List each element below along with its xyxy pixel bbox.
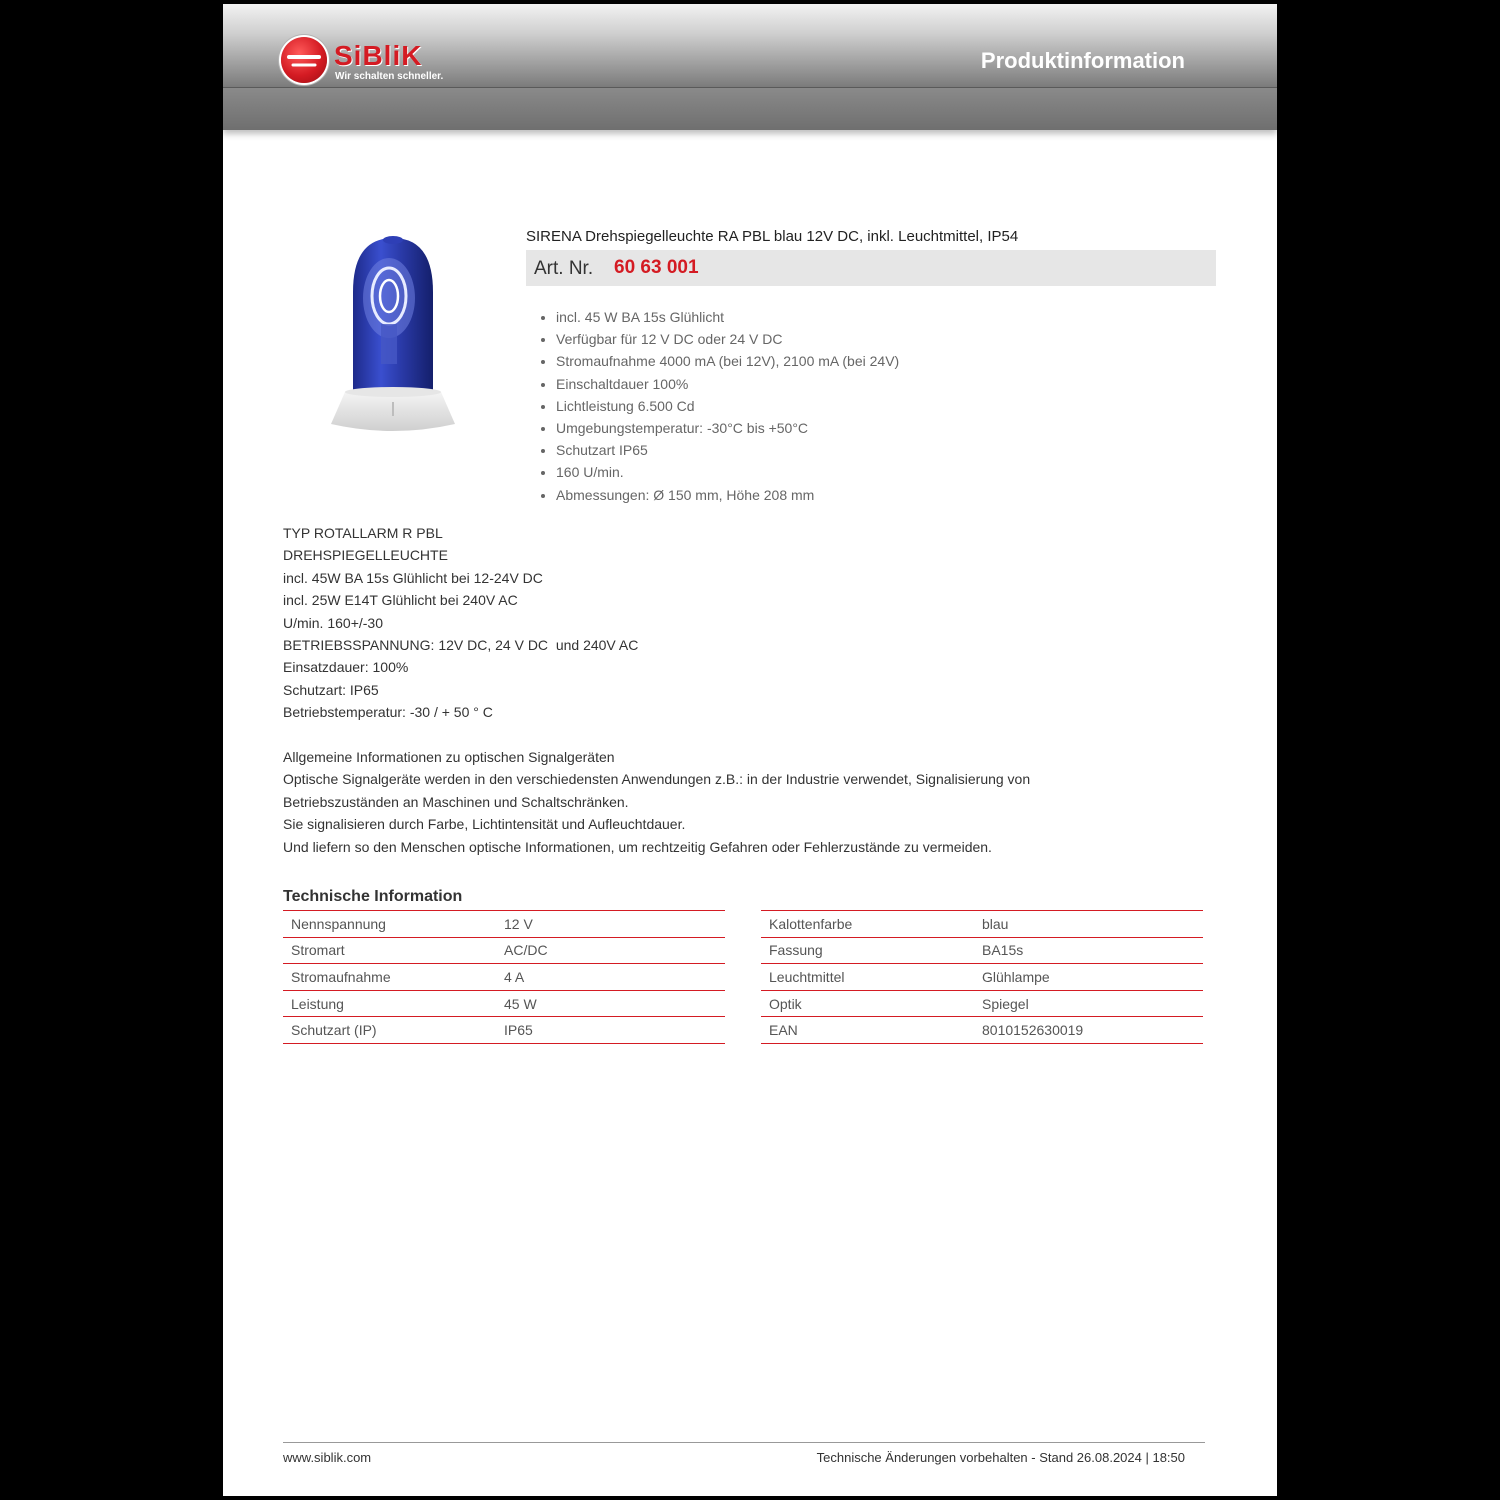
- table-row: [761, 937, 1203, 964]
- spec-value: Glühlampe: [974, 964, 1203, 991]
- footer-url[interactable]: www.siblik.com: [283, 1450, 372, 1465]
- footer-divider: [283, 1442, 1205, 1443]
- description-line: incl. 25W E14T Glühlicht bei 240V AC: [283, 592, 518, 609]
- feature-item: • Schutzart IP65: [556, 439, 899, 461]
- product-title: SIRENA Drehspiegelleuchte RA PBL blau 12V DC, inkl. Leuchtmittel, IP54: [526, 228, 1019, 245]
- spec-value: AC/DC: [496, 937, 725, 964]
- technical-heading: Technische Information: [283, 888, 463, 905]
- spec-value: 45 W: [496, 990, 725, 1017]
- feature-item: • 160 U/min.: [556, 461, 899, 483]
- spec-key: Leistung: [283, 990, 496, 1017]
- feature-item: • Verfügbar für 12 V DC oder 24 V DC: [556, 328, 899, 350]
- info-line: Sie signalisieren durch Farbe, Lichtintensität und Aufleuchtdauer.: [283, 816, 686, 833]
- table-row: [761, 1017, 1203, 1044]
- technical-table-left: [283, 910, 725, 1044]
- description-line: Einsatzdauer: 100%: [283, 659, 409, 676]
- spec-key: Nennspannung: [283, 911, 496, 938]
- description-line: Schutzart: IP65: [283, 681, 379, 698]
- feature-list: [536, 306, 899, 506]
- technical-table-right: [761, 910, 1203, 1044]
- spec-key: Leuchtmittel: [761, 964, 974, 991]
- table-row: [283, 964, 725, 991]
- product-image: [323, 232, 463, 444]
- table-row: [283, 1017, 725, 1044]
- feature-item: • Stromaufnahme 4000 mA (bei 12V), 2100 mA (bei 24V): [556, 350, 899, 372]
- table-row: [761, 911, 1203, 938]
- footer-note: Technische Änderungen vorbehalten - Stand 26.08.2024 | 18:50: [816, 1450, 1185, 1465]
- spec-value: Spiegel: [974, 990, 1203, 1017]
- article-number-value: 60 63 001: [614, 257, 699, 278]
- table-row: [761, 964, 1203, 991]
- description-line: Betriebstemperatur: -30 / + 50 ° C: [283, 704, 493, 721]
- spec-value: 12 V: [496, 911, 725, 938]
- spec-key: Kalottenfarbe: [761, 911, 974, 938]
- feature-item: • incl. 45 W BA 15s Glühlicht: [556, 306, 899, 328]
- article-number-label: Art. Nr.: [534, 258, 594, 279]
- brand-name: SiBliK: [334, 40, 423, 71]
- table-row: [283, 911, 725, 938]
- description-line: TYP ROTALLARM R PBL: [283, 525, 443, 541]
- spec-key: Fassung: [761, 937, 974, 964]
- description-line: BETRIEBSSPANNUNG: 12V DC, 24 V DC und 240V AC: [283, 637, 639, 654]
- spec-key: Optik: [761, 990, 974, 1017]
- table-row: [283, 937, 725, 964]
- info-line: Optische Signalgeräte werden in den verschiedensten Anwendungen z.B.: in der Industrie verwendet, Signalisierung von: [283, 771, 1031, 788]
- spec-key: Stromart: [283, 937, 496, 964]
- header-band: [223, 88, 1277, 130]
- product-sheet-page: [223, 4, 1277, 1496]
- description-line: U/min. 160+/-30: [283, 614, 383, 631]
- description-line: DREHSPIEGELLEUCHTE: [283, 547, 448, 564]
- article-number-bar: [526, 250, 1216, 286]
- spec-key: Stromaufnahme: [283, 964, 496, 991]
- info-line: Und liefern so den Menschen optische Informationen, um rechtzeitig Gefahren oder Fehlerzustände zu vermeiden.: [283, 838, 992, 855]
- spec-key: EAN: [761, 1017, 974, 1044]
- general-info: [283, 746, 1030, 858]
- feature-item: • Umgebungstemperatur: -30°C bis +50°C: [556, 417, 899, 439]
- page-header: [223, 4, 1277, 88]
- spec-value: 4 A: [496, 964, 725, 991]
- spec-value: blau: [974, 911, 1203, 938]
- feature-item: • Abmessungen: Ø 150 mm, Höhe 208 mm: [556, 484, 899, 506]
- info-line: Allgemeine Informationen zu optischen Signalgeräten: [283, 749, 615, 765]
- feature-item: • Einschaltdauer 100%: [556, 373, 899, 395]
- feature-item: • Lichtleistung 6.500 Cd: [556, 395, 899, 417]
- table-row: [283, 990, 725, 1017]
- table-row: [761, 990, 1203, 1017]
- brand-tagline: Wir schalten schneller.: [335, 71, 444, 82]
- page-title: Produktinformation: [980, 48, 1185, 73]
- info-line: Betriebszuständen an Maschinen und Schaltschränken.: [283, 793, 629, 810]
- spec-value: BA15s: [974, 937, 1203, 964]
- spec-key: Schutzart (IP): [283, 1017, 496, 1044]
- description-line: incl. 45W BA 15s Glühlicht bei 12-24V DC: [283, 569, 543, 586]
- spec-value: IP65: [496, 1017, 725, 1044]
- spec-value: 8010152630019: [974, 1017, 1203, 1044]
- siblik-logo-icon: [281, 37, 327, 83]
- product-description: [283, 522, 638, 724]
